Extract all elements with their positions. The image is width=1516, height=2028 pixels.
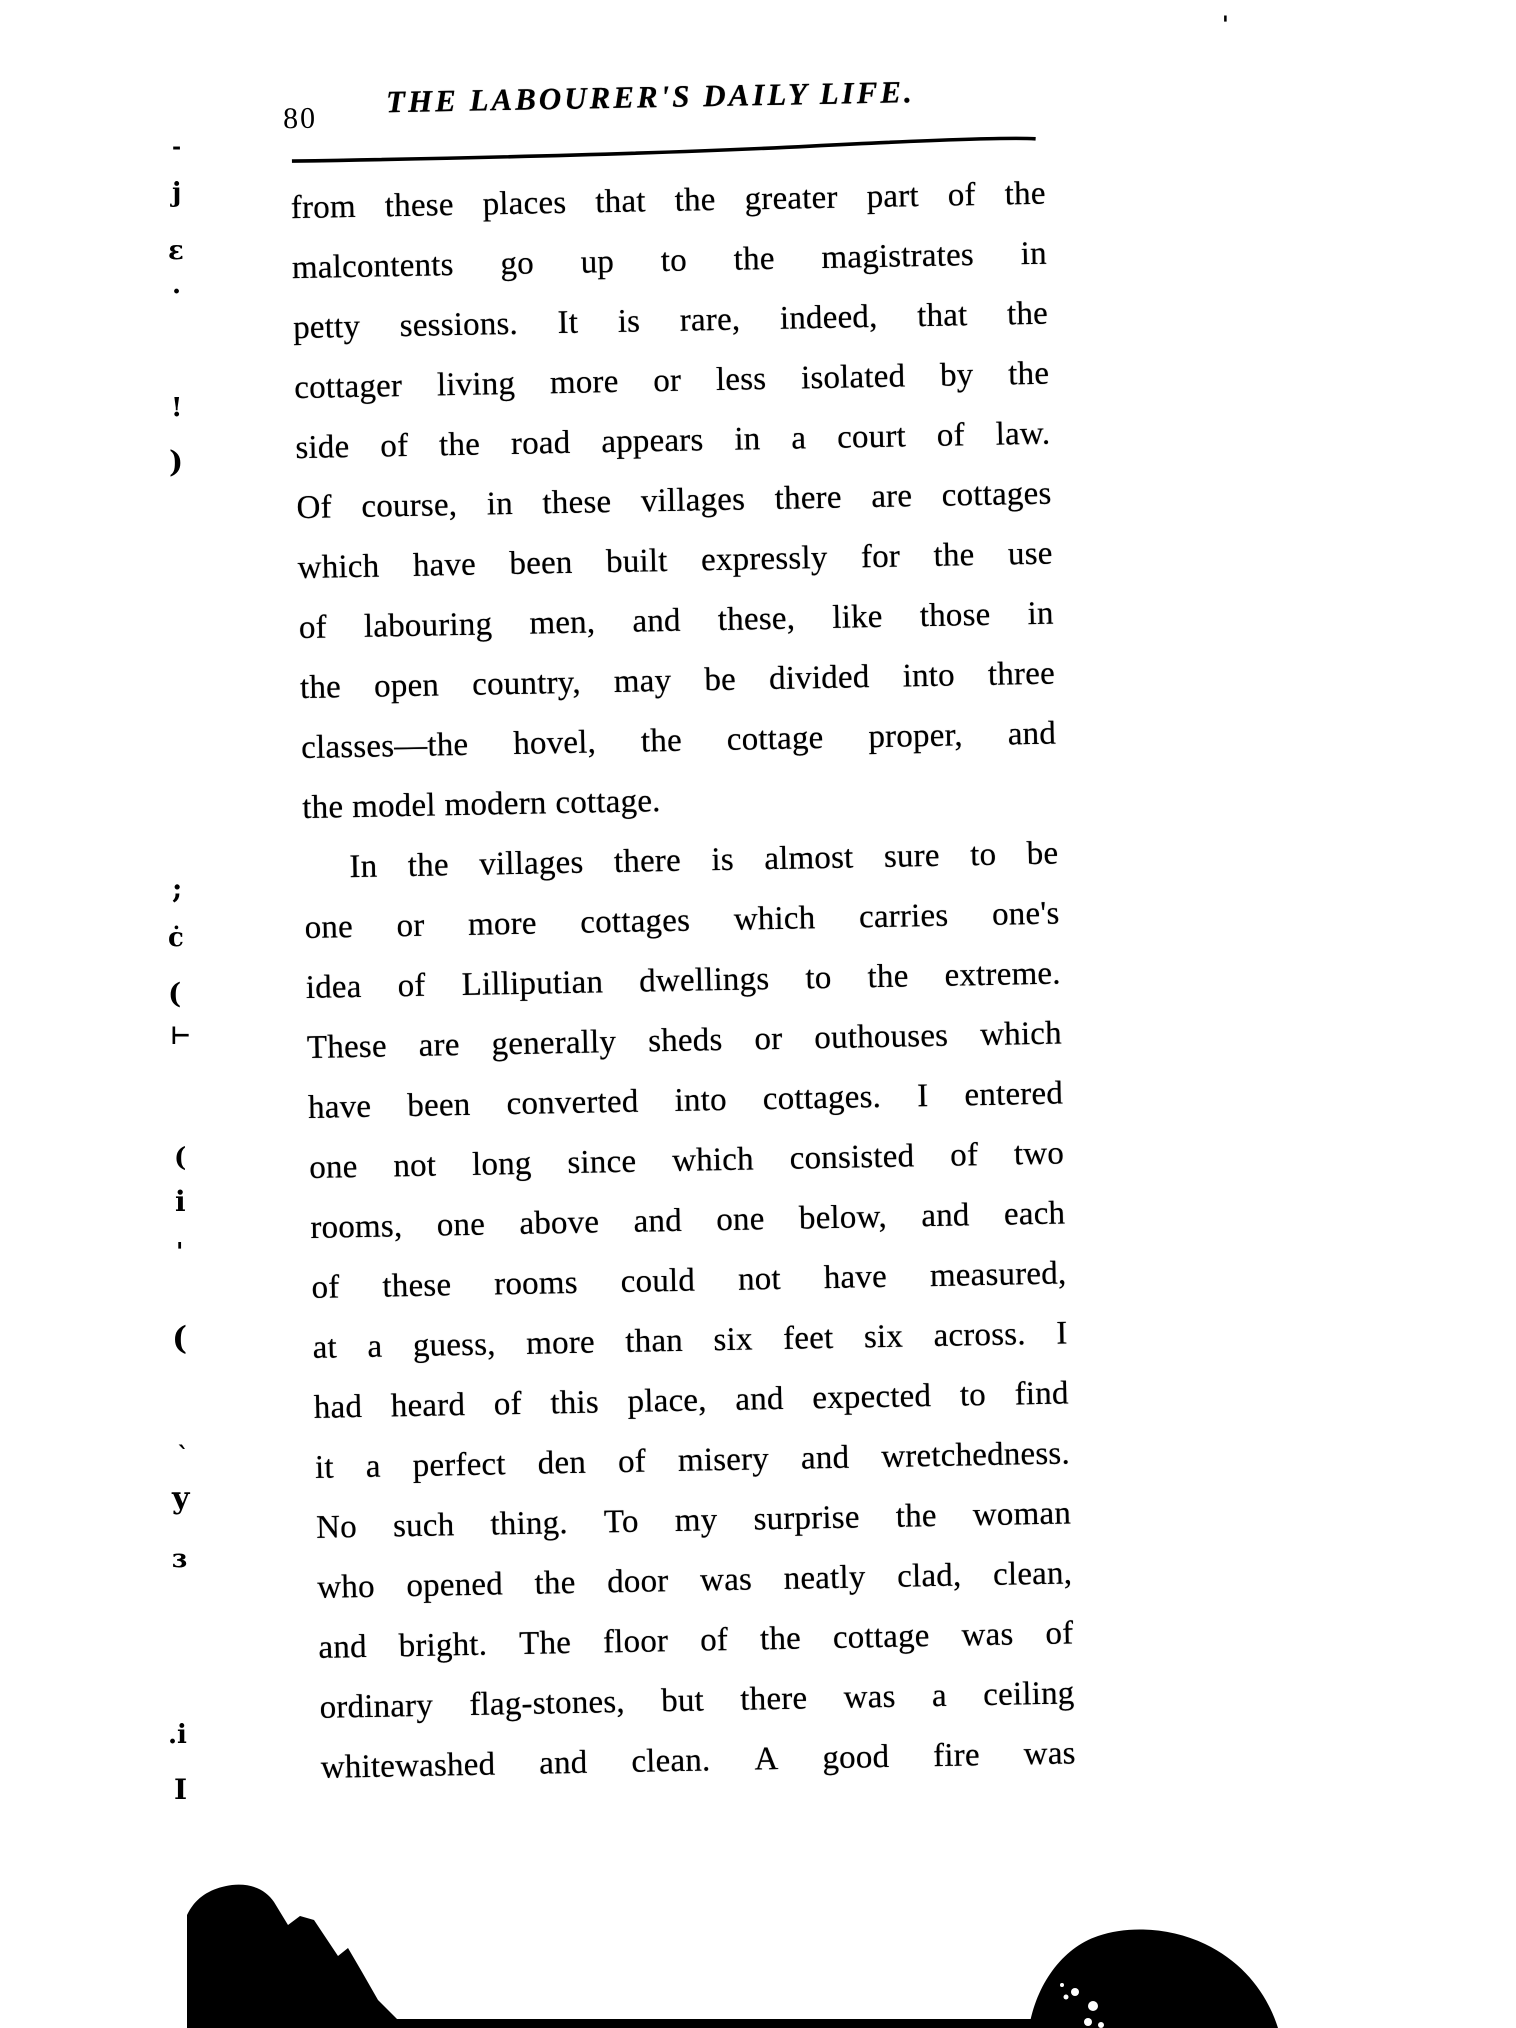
word: is bbox=[711, 841, 735, 879]
word: find bbox=[1014, 1375, 1069, 1413]
word: clean. bbox=[631, 1742, 711, 1780]
bleed-through-mark: y bbox=[172, 1481, 190, 1516]
word: part bbox=[866, 178, 920, 216]
word: these bbox=[542, 484, 612, 522]
word: and bbox=[800, 1439, 850, 1477]
word: in bbox=[734, 421, 761, 458]
word: or bbox=[652, 362, 682, 400]
word: labouring bbox=[363, 606, 493, 645]
word: the bbox=[1007, 355, 1050, 393]
word: the bbox=[733, 240, 775, 278]
word: below, bbox=[798, 1198, 888, 1237]
word: of bbox=[947, 176, 977, 214]
word: The bbox=[518, 1625, 572, 1663]
word: or bbox=[754, 1020, 783, 1058]
word: places bbox=[482, 184, 567, 223]
word: In bbox=[349, 848, 378, 886]
word: across. bbox=[933, 1316, 1027, 1355]
word: who bbox=[316, 1568, 376, 1606]
word: heard bbox=[390, 1387, 466, 1425]
word: or bbox=[396, 907, 425, 945]
word: was bbox=[843, 1678, 896, 1716]
word: and bbox=[632, 602, 682, 640]
bleed-through-mark: ċ bbox=[168, 923, 184, 953]
word: neatly bbox=[783, 1559, 866, 1597]
word: been bbox=[509, 544, 573, 583]
word: not bbox=[393, 1147, 437, 1185]
word: more bbox=[467, 905, 538, 943]
bleed-through-mark: ⊢ bbox=[170, 1021, 192, 1050]
word: the bbox=[299, 669, 342, 707]
word: a bbox=[367, 1328, 383, 1365]
word: of bbox=[379, 427, 409, 465]
word: of bbox=[617, 1443, 647, 1481]
word: expressly bbox=[700, 539, 828, 579]
word: since bbox=[567, 1143, 637, 1181]
word: den bbox=[537, 1444, 587, 1482]
word: these bbox=[384, 187, 454, 225]
word: A bbox=[754, 1741, 779, 1778]
word: into bbox=[674, 1081, 728, 1119]
bleed-through-mark: ! bbox=[171, 393, 183, 423]
word: was bbox=[699, 1561, 753, 1599]
bleed-through-mark: ' bbox=[176, 1237, 184, 1266]
word: three bbox=[987, 655, 1056, 693]
word: petty bbox=[292, 308, 361, 347]
word: rooms, bbox=[310, 1208, 403, 1246]
word: there bbox=[740, 1680, 808, 1718]
word: cottager bbox=[293, 368, 403, 407]
bleed-through-mark: ɜ bbox=[172, 1544, 187, 1574]
word: opened bbox=[406, 1566, 504, 1605]
word: above bbox=[519, 1204, 600, 1242]
word: the bbox=[759, 1620, 802, 1658]
word: court bbox=[836, 418, 907, 456]
word: are bbox=[418, 1027, 460, 1064]
word: place, bbox=[627, 1382, 708, 1420]
word: of bbox=[493, 1385, 523, 1423]
word: generally bbox=[491, 1024, 617, 1063]
word: indeed, bbox=[779, 298, 878, 337]
word: the bbox=[1006, 295, 1049, 333]
scan-artifact-bottom-strip bbox=[188, 2019, 1088, 2028]
bleed-through-mark: ' bbox=[1222, 12, 1229, 38]
word: idea bbox=[305, 968, 362, 1006]
word: greater bbox=[744, 179, 838, 218]
scan-artifact-right-blob bbox=[1029, 1929, 1278, 2028]
word: that bbox=[916, 297, 968, 335]
word: of bbox=[397, 967, 426, 1005]
word: may bbox=[613, 662, 672, 701]
word: malcontents bbox=[291, 247, 454, 287]
word: the bbox=[674, 181, 716, 219]
bleed-through-mark: ɛ bbox=[168, 236, 184, 266]
word: isolated bbox=[800, 358, 906, 397]
word: which bbox=[671, 1141, 755, 1179]
word: be bbox=[1026, 835, 1059, 873]
word: It bbox=[557, 304, 579, 342]
word: road bbox=[510, 424, 571, 462]
word: and bbox=[920, 1197, 970, 1235]
word: my bbox=[674, 1502, 718, 1540]
word: up bbox=[580, 243, 615, 281]
word: have bbox=[412, 546, 477, 584]
word: side bbox=[295, 429, 350, 467]
bleed-through-mark: . bbox=[172, 270, 182, 300]
word: one's bbox=[991, 895, 1060, 933]
word: bright. bbox=[398, 1626, 488, 1665]
word: which bbox=[979, 1015, 1063, 1054]
word: a bbox=[931, 1677, 948, 1715]
word: to bbox=[969, 836, 997, 874]
word: one bbox=[304, 909, 354, 946]
bleed-through-mark: ( bbox=[172, 1319, 188, 1357]
word: not bbox=[737, 1260, 782, 1298]
word: but bbox=[660, 1682, 705, 1720]
word: misery bbox=[677, 1441, 770, 1479]
word: cottage bbox=[832, 1618, 930, 1656]
word: cottage bbox=[726, 720, 824, 758]
word: ceiling bbox=[982, 1675, 1075, 1714]
bleed-through-mark: ) bbox=[169, 445, 184, 480]
scan-artifact-left-blob bbox=[187, 1885, 430, 2028]
word: of bbox=[699, 1622, 729, 1659]
word: and bbox=[735, 1380, 784, 1418]
word: guess, bbox=[412, 1326, 496, 1364]
word: of bbox=[1045, 1615, 1074, 1652]
word: consisted bbox=[789, 1138, 915, 1177]
word: almost bbox=[763, 839, 854, 878]
word: into bbox=[902, 657, 956, 695]
word: expected bbox=[811, 1378, 932, 1417]
word: of bbox=[949, 1137, 979, 1174]
word: proper, bbox=[868, 717, 964, 756]
word: could bbox=[620, 1262, 696, 1300]
word: converted bbox=[506, 1083, 639, 1123]
word: fire bbox=[932, 1737, 981, 1775]
word: feet bbox=[782, 1319, 834, 1357]
word: long bbox=[471, 1145, 532, 1183]
word: good bbox=[822, 1738, 890, 1777]
word: ordinary bbox=[319, 1687, 434, 1726]
word: cottages bbox=[580, 902, 691, 941]
page-number: 80 bbox=[282, 101, 318, 136]
bleed-through-mark: ; bbox=[172, 872, 183, 905]
word: the bbox=[302, 789, 344, 827]
word: thing. bbox=[490, 1505, 569, 1543]
word: the bbox=[407, 847, 450, 885]
word: by bbox=[939, 357, 974, 394]
word: classes—the bbox=[300, 726, 469, 767]
word: in bbox=[1020, 235, 1048, 273]
word: use bbox=[1007, 535, 1053, 573]
word: door bbox=[606, 1563, 669, 1601]
word: built bbox=[605, 542, 668, 581]
word: that bbox=[594, 183, 646, 221]
word: six bbox=[713, 1321, 753, 1359]
word: open bbox=[373, 667, 440, 705]
word: carries bbox=[858, 897, 949, 936]
word: this bbox=[550, 1384, 600, 1422]
word: villages bbox=[640, 481, 746, 520]
word: from bbox=[290, 188, 357, 227]
word: in bbox=[486, 485, 514, 523]
word: such bbox=[392, 1507, 455, 1545]
word: one bbox=[308, 1149, 358, 1186]
word: which bbox=[733, 900, 816, 938]
word: the bbox=[1004, 175, 1046, 213]
word: was bbox=[1023, 1735, 1076, 1773]
word: and bbox=[1007, 715, 1057, 753]
word: wretchedness. bbox=[880, 1435, 1071, 1476]
word: living bbox=[436, 365, 516, 404]
word: the bbox=[534, 1564, 576, 1602]
word: are bbox=[870, 478, 913, 516]
word: of bbox=[311, 1269, 340, 1306]
word: more bbox=[549, 363, 619, 402]
word: modern bbox=[444, 785, 547, 824]
word: the bbox=[438, 426, 481, 464]
word: country, bbox=[471, 664, 582, 703]
word: like bbox=[831, 598, 883, 636]
bleed-through-mark: ( bbox=[168, 977, 182, 1010]
word: flag-stones, bbox=[469, 1684, 626, 1723]
word: Of bbox=[296, 489, 333, 527]
word: dwellings bbox=[638, 961, 770, 1000]
word: there bbox=[613, 842, 682, 881]
word: men, bbox=[529, 604, 596, 642]
word: I bbox=[916, 1078, 929, 1115]
word: cottage. bbox=[555, 783, 661, 822]
word: perfect bbox=[412, 1446, 507, 1485]
word: go bbox=[500, 245, 535, 283]
bleed-through-mark: I bbox=[174, 1773, 188, 1806]
word: have bbox=[823, 1258, 888, 1297]
word: entered bbox=[964, 1075, 1064, 1114]
word: measured, bbox=[929, 1255, 1067, 1295]
word: rare, bbox=[679, 301, 741, 339]
word: No bbox=[315, 1509, 358, 1546]
word: To bbox=[603, 1503, 640, 1541]
word: divided bbox=[768, 659, 870, 698]
word: in bbox=[1027, 595, 1055, 633]
word: the bbox=[895, 1497, 938, 1535]
word: sure bbox=[883, 837, 941, 875]
word: to bbox=[805, 959, 832, 997]
word: been bbox=[406, 1086, 471, 1125]
word: These bbox=[306, 1028, 388, 1066]
word: there bbox=[774, 479, 842, 517]
word: cottages bbox=[941, 475, 1052, 514]
word: less bbox=[715, 361, 767, 399]
word: these bbox=[382, 1267, 452, 1305]
word: at bbox=[312, 1329, 338, 1366]
word: floor bbox=[602, 1623, 669, 1661]
word: which bbox=[297, 548, 380, 587]
word: of bbox=[936, 417, 966, 454]
word: and bbox=[318, 1628, 368, 1666]
word: and bbox=[633, 1202, 683, 1240]
word: two bbox=[1013, 1135, 1065, 1173]
word: magistrates bbox=[821, 237, 975, 276]
word: to bbox=[959, 1377, 987, 1414]
bleed-through-mark: j bbox=[172, 178, 182, 208]
bleed-through-mark: ` bbox=[177, 1441, 189, 1470]
word: a bbox=[365, 1448, 382, 1485]
word: sessions. bbox=[399, 305, 519, 345]
word: each bbox=[1003, 1195, 1066, 1233]
word: six bbox=[863, 1318, 904, 1356]
word: appears bbox=[600, 422, 704, 461]
word: villages bbox=[478, 844, 584, 883]
word: the bbox=[867, 958, 909, 996]
word: it bbox=[314, 1449, 335, 1486]
bleed-through-mark: ( bbox=[174, 1143, 187, 1173]
word: woman bbox=[972, 1495, 1072, 1534]
word: those bbox=[919, 596, 991, 635]
word: the bbox=[933, 537, 975, 574]
running-title: THE LABOURER'S DAILY LIFE. bbox=[385, 74, 916, 120]
word: these, bbox=[717, 600, 796, 639]
word: clad, bbox=[896, 1557, 962, 1595]
word: sheds bbox=[647, 1022, 723, 1060]
bleed-through-mark: .i bbox=[168, 1720, 187, 1750]
word: to bbox=[660, 242, 688, 280]
word: had bbox=[313, 1388, 363, 1426]
word: extreme. bbox=[944, 955, 1062, 994]
bleed-through-mark: i bbox=[175, 1185, 186, 1218]
word: course, bbox=[361, 487, 458, 525]
word: clean, bbox=[992, 1555, 1073, 1593]
word: whitewashed bbox=[320, 1746, 496, 1786]
word: a bbox=[791, 420, 807, 457]
word: outhouses bbox=[814, 1017, 949, 1057]
word: cottages. bbox=[762, 1078, 882, 1118]
word: rooms bbox=[493, 1264, 579, 1303]
bleed-through-mark: - bbox=[172, 134, 182, 160]
word: be bbox=[704, 661, 737, 699]
word: more bbox=[525, 1324, 596, 1362]
word: I bbox=[1055, 1315, 1068, 1352]
word: for bbox=[860, 538, 901, 576]
word: have bbox=[307, 1088, 372, 1126]
word: one bbox=[436, 1206, 486, 1244]
word: one bbox=[715, 1201, 765, 1239]
word: Lilliputian bbox=[461, 964, 604, 1003]
word: of bbox=[298, 609, 328, 647]
word: is bbox=[617, 303, 641, 340]
word: law. bbox=[995, 415, 1051, 453]
word: hovel, bbox=[512, 724, 597, 762]
word: than bbox=[624, 1322, 684, 1360]
word: and bbox=[538, 1744, 588, 1782]
word: surprise bbox=[753, 1499, 860, 1538]
word: model bbox=[351, 787, 436, 826]
word: the bbox=[640, 722, 683, 760]
word: was bbox=[961, 1616, 1014, 1654]
